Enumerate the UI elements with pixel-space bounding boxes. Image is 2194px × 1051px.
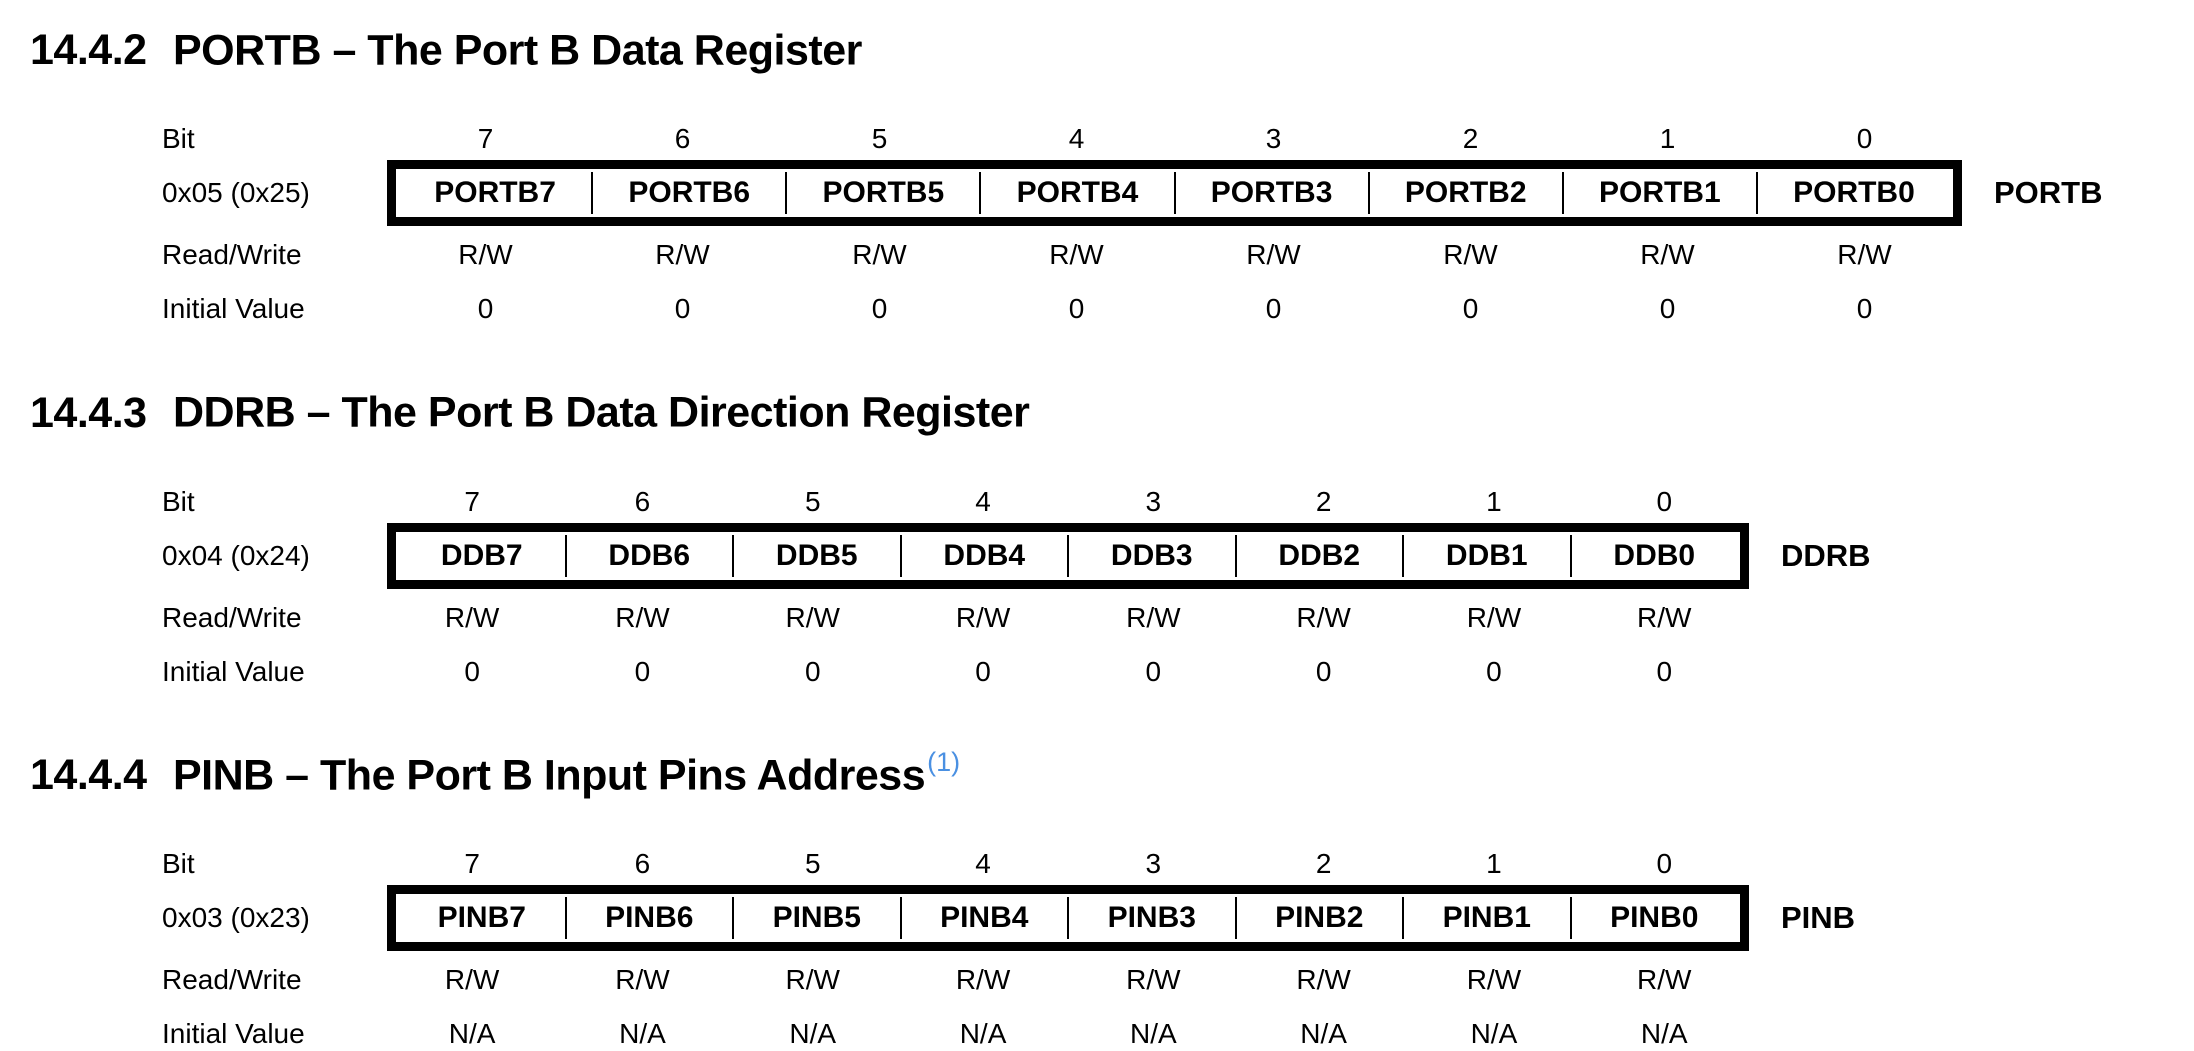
read-write-label: Read/Write xyxy=(162,239,302,271)
read-write-value: R/W xyxy=(444,601,500,633)
bit-number: 4 xyxy=(1068,123,1085,155)
initial-value: 0 xyxy=(1656,655,1673,687)
read-write-value: R/W xyxy=(955,601,1011,633)
initial-value-row xyxy=(162,655,2194,689)
read-write-value: R/W xyxy=(1837,239,1892,271)
read-write-value: R/W xyxy=(1466,963,1522,995)
bit-name-cell: PORTB1 xyxy=(1564,172,1758,214)
bit-number: 3 xyxy=(1145,847,1162,879)
read-write-value: R/W xyxy=(1126,601,1181,633)
bit-number: 5 xyxy=(804,485,821,517)
section-heading-ddrb xyxy=(30,378,2194,436)
bit-name-cell: PINB0 xyxy=(1610,900,1699,934)
initial-value: 0 xyxy=(1145,655,1162,687)
bit-name-cell: PINB7 xyxy=(399,897,567,939)
bit-number: 6 xyxy=(634,485,651,517)
read-write-value: R/W xyxy=(1246,239,1301,271)
initial-value: N/A xyxy=(789,1017,837,1049)
initial-value-label: Initial Value xyxy=(162,1017,305,1049)
read-write-values xyxy=(387,238,1963,272)
register-box-row xyxy=(162,160,2194,226)
read-write-row xyxy=(162,238,2194,272)
register-address: 0x05 (0x25) xyxy=(162,177,310,209)
bit-name-cell: PORTB7 xyxy=(399,172,593,214)
section-title: PINB – The Port B Input Pins Address xyxy=(173,750,926,799)
bit-number: 5 xyxy=(804,847,821,879)
bit-number: 2 xyxy=(1315,485,1332,517)
bit-name-cell: DDB1 xyxy=(1404,535,1572,577)
section-title: DDRB – The Port B Data Direction Register xyxy=(173,388,1030,437)
bit-name-cell: PINB6 xyxy=(567,897,735,939)
read-write-value: R/W xyxy=(1466,601,1522,633)
bit-number: 7 xyxy=(477,123,494,155)
register-box xyxy=(387,160,1962,226)
read-write-value: R/W xyxy=(1443,239,1498,271)
section-ddrb xyxy=(30,378,2194,688)
bit-name-cell: PORTB5 xyxy=(787,172,981,214)
section-number: 14.4.3 xyxy=(30,388,147,437)
bit-name-cell: PORTB3 xyxy=(1176,172,1370,214)
initial-value: 0 xyxy=(975,655,991,687)
bit-name-cell: PORTB2 xyxy=(1370,172,1564,214)
read-write-value: R/W xyxy=(1296,963,1351,995)
section-heading-pinb xyxy=(30,741,2194,799)
read-write-value: R/W xyxy=(785,963,840,995)
bit-name-cell: PORTB0 xyxy=(1793,176,1915,210)
bit-name-cell: PINB2 xyxy=(1237,897,1405,939)
read-write-value: R/W xyxy=(615,963,670,995)
bit-number-row xyxy=(162,847,2194,881)
bit-name-cell: PINB5 xyxy=(734,897,902,939)
bit-number: 0 xyxy=(1656,847,1673,879)
register-name: DDRB xyxy=(1781,537,1871,573)
bit-number: 6 xyxy=(674,123,691,155)
bit-number: 6 xyxy=(634,847,651,879)
initial-value: 0 xyxy=(1315,655,1332,687)
read-write-value: R/W xyxy=(955,963,1011,995)
initial-value: N/A xyxy=(959,1017,1007,1049)
bit-number: 3 xyxy=(1145,485,1162,517)
register-figure-ddrb xyxy=(162,485,2194,689)
bit-name-cell: DDB6 xyxy=(567,535,735,577)
bit-number-row xyxy=(162,485,2194,519)
bit-name-cell: PINB3 xyxy=(1069,897,1237,939)
initial-value: 0 xyxy=(1265,293,1282,325)
register-box xyxy=(387,885,1749,951)
read-write-value: R/W xyxy=(1637,601,1692,633)
register-address: 0x03 (0x23) xyxy=(162,901,310,933)
initial-value: N/A xyxy=(1470,1017,1518,1049)
initial-value: N/A xyxy=(619,1017,666,1049)
bit-number: 1 xyxy=(1486,485,1502,517)
bit-number: 5 xyxy=(871,123,888,155)
bit-number: 0 xyxy=(1656,485,1673,517)
bit-name-cell: PINB4 xyxy=(902,897,1070,939)
bit-name-cell: PINB1 xyxy=(1404,897,1572,939)
read-write-value: R/W xyxy=(444,963,500,995)
register-figure-portb xyxy=(162,122,2194,326)
read-write-value: R/W xyxy=(1640,239,1695,271)
bit-number: 4 xyxy=(975,847,991,879)
initial-value-label: Initial Value xyxy=(162,655,305,687)
initial-value: 0 xyxy=(1659,293,1676,325)
read-write-label: Read/Write xyxy=(162,963,302,995)
bit-number: 7 xyxy=(464,485,480,517)
read-write-value: R/W xyxy=(785,601,840,633)
bit-number-row xyxy=(162,122,2194,156)
read-write-row xyxy=(162,963,2194,997)
bit-name-cell: DDB0 xyxy=(1613,538,1696,572)
bit-numbers xyxy=(387,847,1749,881)
initial-value-row xyxy=(162,292,2194,326)
bit-number: 3 xyxy=(1265,123,1282,155)
initial-value: N/A xyxy=(1129,1017,1177,1049)
initial-value: N/A xyxy=(448,1017,496,1049)
initial-value: 0 xyxy=(804,655,821,687)
bit-number: 4 xyxy=(975,485,991,517)
bit-name-cell: DDB5 xyxy=(734,535,902,577)
section-number: 14.4.4 xyxy=(30,750,147,799)
bit-name-cell: PORTB4 xyxy=(981,172,1175,214)
initial-value: 0 xyxy=(1068,293,1085,325)
section-portb xyxy=(30,16,2194,326)
read-write-value: R/W xyxy=(1637,963,1692,995)
bit-name-cell: DDB7 xyxy=(399,535,567,577)
register-address: 0x04 (0x24) xyxy=(162,539,310,571)
initial-values xyxy=(387,292,1963,326)
section-number: 14.4.2 xyxy=(30,26,147,75)
bit-name-cell: DDB3 xyxy=(1069,535,1237,577)
register-box-row xyxy=(162,885,2194,951)
read-write-value: R/W xyxy=(615,601,670,633)
read-write-value: R/W xyxy=(1049,239,1104,271)
bit-number: 1 xyxy=(1659,123,1676,155)
bit-row-label: Bit xyxy=(162,847,195,879)
read-write-value: R/W xyxy=(655,239,710,271)
initial-value: 0 xyxy=(674,293,691,325)
section-title: PORTB – The Port B Data Register xyxy=(173,26,862,75)
initial-value: 0 xyxy=(1462,293,1479,325)
bit-number: 1 xyxy=(1486,847,1502,879)
initial-value: 0 xyxy=(1486,655,1502,687)
read-write-label: Read/Write xyxy=(162,601,302,633)
initial-value: 0 xyxy=(1856,293,1873,325)
bit-row-label: Bit xyxy=(162,485,195,517)
initial-value: 0 xyxy=(464,655,480,687)
bit-numbers xyxy=(387,485,1749,519)
register-name: PORTB xyxy=(1994,175,2103,211)
initial-values xyxy=(387,655,1749,689)
initial-value: 0 xyxy=(477,293,494,325)
initial-value: N/A xyxy=(1300,1017,1347,1049)
bit-name-cell: DDB4 xyxy=(902,535,1070,577)
initial-value: 0 xyxy=(871,293,888,325)
read-write-value: R/W xyxy=(1126,963,1181,995)
read-write-values xyxy=(387,601,1749,635)
bit-row-label: Bit xyxy=(162,123,195,155)
read-write-value: R/W xyxy=(852,239,907,271)
initial-values xyxy=(387,1017,1749,1051)
bit-name-cell: DDB2 xyxy=(1237,535,1405,577)
read-write-values xyxy=(387,963,1749,997)
bit-number: 0 xyxy=(1856,123,1873,155)
read-write-row xyxy=(162,601,2194,635)
initial-value: N/A xyxy=(1640,1017,1688,1049)
bit-name-cell: PORTB6 xyxy=(593,172,787,214)
section-pinb xyxy=(30,741,2194,1051)
bit-number: 7 xyxy=(464,847,480,879)
bit-number: 2 xyxy=(1315,847,1332,879)
register-box xyxy=(387,523,1749,589)
bit-numbers xyxy=(387,122,1963,156)
section-heading-portb xyxy=(30,16,2194,74)
bit-number: 2 xyxy=(1462,123,1479,155)
initial-value-label: Initial Value xyxy=(162,293,305,325)
register-box-row xyxy=(162,523,2194,589)
initial-value-row xyxy=(162,1017,2194,1051)
read-write-value: R/W xyxy=(458,239,513,271)
read-write-value: R/W xyxy=(1296,601,1351,633)
footnote-link[interactable]: (1) xyxy=(927,746,961,777)
initial-value: 0 xyxy=(634,655,651,687)
register-name: PINB xyxy=(1781,899,1856,935)
register-figure-pinb xyxy=(162,847,2194,1051)
